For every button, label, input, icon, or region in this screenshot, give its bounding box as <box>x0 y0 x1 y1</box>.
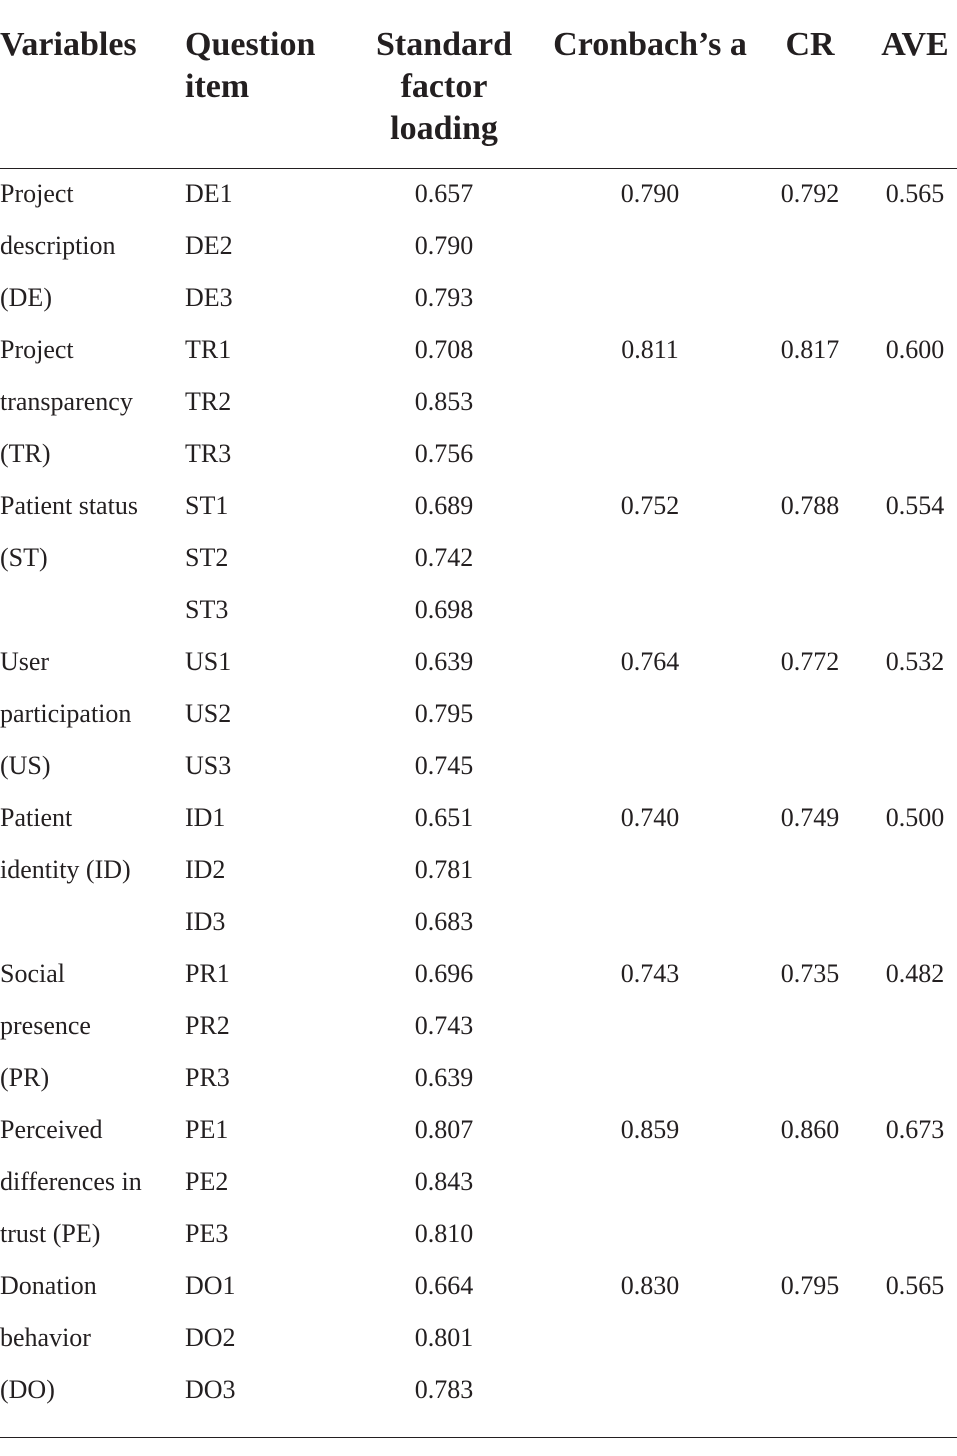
header-variables-line: Variables <box>0 26 137 63</box>
header-question-item <box>185 24 315 108</box>
factor-loadings <box>358 1104 530 1260</box>
factor-loading: 0.745 <box>414 751 474 780</box>
factor-loading: 0.657 <box>414 179 474 208</box>
question-item: ID3 <box>185 907 226 936</box>
cronbach-value: 0.830 <box>620 1271 680 1300</box>
variable-name-line: (US) <box>0 751 51 780</box>
variable-name-line: Donation <box>0 1271 97 1300</box>
variable-name <box>0 792 131 896</box>
header-ave <box>870 24 957 66</box>
factor-loading: 0.793 <box>414 283 474 312</box>
table-row <box>0 324 957 480</box>
factor-loading: 0.801 <box>414 1323 474 1352</box>
cr-value: 0.817 <box>780 335 840 364</box>
question-item: DO3 <box>185 1375 236 1404</box>
cronbach-value: 0.859 <box>620 1115 680 1144</box>
ave-value: 0.600 <box>885 335 945 364</box>
table-row <box>0 480 957 636</box>
variable-name <box>0 1260 97 1416</box>
question-item: DE3 <box>185 283 233 312</box>
variable-name-line: Project <box>0 179 74 208</box>
cronbach-value: 0.764 <box>620 647 680 676</box>
ave-value: 0.565 <box>885 1271 945 1300</box>
ave-value: 0.554 <box>885 491 945 520</box>
variable-name <box>0 480 138 584</box>
table-row <box>0 1104 957 1260</box>
question-item: ST2 <box>185 543 229 572</box>
question-item: ID2 <box>185 855 226 884</box>
factor-loadings <box>358 1260 530 1416</box>
question-item: DE2 <box>185 231 233 260</box>
cronbach-value: 0.743 <box>620 959 680 988</box>
question-items <box>185 480 228 636</box>
ave-value: 0.482 <box>885 959 945 988</box>
variable-name-line: trust (PE) <box>0 1219 101 1248</box>
factor-loading: 0.781 <box>414 855 474 884</box>
factor-loadings <box>358 948 530 1104</box>
question-item: PR1 <box>185 959 230 988</box>
table-bottom-rule <box>0 1437 957 1438</box>
header-question-item-line: item <box>185 68 250 105</box>
factor-loadings <box>358 636 530 792</box>
variable-name <box>0 948 91 1104</box>
cronbach-value: 0.740 <box>620 803 680 832</box>
cr-value: 0.772 <box>780 647 840 676</box>
variable-name-line: description <box>0 231 116 260</box>
question-item: ID1 <box>185 803 226 832</box>
question-item: PE1 <box>185 1115 229 1144</box>
ave-value: 0.565 <box>885 179 945 208</box>
table-row <box>0 1260 957 1416</box>
cronbach-value: 0.752 <box>620 491 680 520</box>
question-item: TR1 <box>185 335 232 364</box>
variable-name-line: presence <box>0 1011 91 1040</box>
factor-loadings <box>358 324 530 480</box>
factor-loading: 0.651 <box>414 803 474 832</box>
factor-loading: 0.783 <box>414 1375 474 1404</box>
cr-value: 0.788 <box>780 491 840 520</box>
question-item: US3 <box>185 751 232 780</box>
question-items <box>185 168 233 324</box>
variable-name <box>0 636 131 792</box>
question-item: PE3 <box>185 1219 229 1248</box>
question-item: US1 <box>185 647 232 676</box>
header-variables <box>0 24 137 66</box>
factor-loading: 0.664 <box>414 1271 474 1300</box>
variable-name-line: (TR) <box>0 439 51 468</box>
header-ave-line: AVE <box>881 26 949 63</box>
variable-name-line: Patient status <box>0 491 138 520</box>
table-row <box>0 948 957 1104</box>
header-sfl-line: factor <box>400 68 488 105</box>
factor-loading: 0.683 <box>414 907 474 936</box>
variable-name-line: identity (ID) <box>0 855 131 884</box>
question-item: ST3 <box>185 595 229 624</box>
question-items <box>185 1260 236 1416</box>
factor-loading: 0.696 <box>414 959 474 988</box>
factor-loading: 0.742 <box>414 543 474 572</box>
factor-loading: 0.843 <box>414 1167 474 1196</box>
header-question-item-line: Question <box>185 26 316 63</box>
factor-loading: 0.795 <box>414 699 474 728</box>
table-header <box>0 0 957 168</box>
cr-value: 0.792 <box>780 179 840 208</box>
question-item: TR3 <box>185 439 232 468</box>
factor-loading: 0.810 <box>414 1219 474 1248</box>
cronbach-value: 0.790 <box>620 179 680 208</box>
variable-name <box>0 324 133 480</box>
table-row <box>0 792 957 948</box>
variable-name-line: transparency <box>0 387 133 416</box>
question-item: PR3 <box>185 1063 230 1092</box>
header-cronbach-line: Cronbach’s a <box>553 26 747 63</box>
header-sfl-line: loading <box>390 110 498 147</box>
variable-name-line: User <box>0 647 50 676</box>
question-item: DE1 <box>185 179 233 208</box>
table-row <box>0 636 957 792</box>
factor-loading: 0.698 <box>414 595 474 624</box>
question-items <box>185 324 231 480</box>
factor-loadings <box>358 792 530 948</box>
cr-value: 0.860 <box>780 1115 840 1144</box>
variable-name <box>0 168 116 324</box>
question-item: PR2 <box>185 1011 230 1040</box>
variable-name-line: Perceived <box>0 1115 103 1144</box>
header-sfl-line: Standard <box>375 26 513 63</box>
factor-loading: 0.708 <box>414 335 474 364</box>
cronbach-value: 0.811 <box>621 335 679 364</box>
ave-value: 0.673 <box>885 1115 945 1144</box>
cr-value: 0.795 <box>780 1271 840 1300</box>
variable-name-line: (DO) <box>0 1375 55 1404</box>
variable-name-line: Social <box>0 959 65 988</box>
factor-loadings <box>358 168 530 324</box>
question-item: ST1 <box>185 491 229 520</box>
question-items <box>185 636 231 792</box>
variable-name-line: participation <box>0 699 132 728</box>
factor-loading: 0.639 <box>414 1063 474 1092</box>
variable-name-line: differences in <box>0 1167 142 1196</box>
question-item: DO2 <box>185 1323 236 1352</box>
question-item: PE2 <box>185 1167 229 1196</box>
header-cronbach <box>545 24 755 66</box>
variable-name-line: Patient <box>0 803 73 832</box>
variable-name-line: behavior <box>0 1323 91 1352</box>
ave-value: 0.500 <box>885 803 945 832</box>
question-items <box>185 792 225 948</box>
table-body <box>0 168 957 1416</box>
factor-loading: 0.639 <box>414 647 474 676</box>
variable-name-line: (PR) <box>0 1063 50 1092</box>
cr-value: 0.749 <box>780 803 840 832</box>
variable-name-line: (DE) <box>0 283 52 312</box>
factor-loading: 0.807 <box>414 1115 474 1144</box>
question-item: TR2 <box>185 387 232 416</box>
factor-loading: 0.853 <box>414 387 474 416</box>
variable-name <box>0 1104 142 1260</box>
variable-name-line: Project <box>0 335 74 364</box>
question-item: US2 <box>185 699 232 728</box>
question-items <box>185 1104 228 1260</box>
factor-loading: 0.743 <box>414 1011 474 1040</box>
header-standard-factor-loading <box>358 24 530 150</box>
factor-loading: 0.756 <box>414 439 474 468</box>
question-items <box>185 948 230 1104</box>
header-cr-line: CR <box>785 26 835 63</box>
question-item: DO1 <box>185 1271 236 1300</box>
factor-loadings <box>358 480 530 636</box>
factor-loading: 0.790 <box>414 231 474 260</box>
ave-value: 0.532 <box>885 647 945 676</box>
table-row <box>0 168 957 324</box>
cr-value: 0.735 <box>780 959 840 988</box>
variable-name-line: (ST) <box>0 543 48 572</box>
factor-loading: 0.689 <box>414 491 474 520</box>
header-cr <box>762 24 858 66</box>
